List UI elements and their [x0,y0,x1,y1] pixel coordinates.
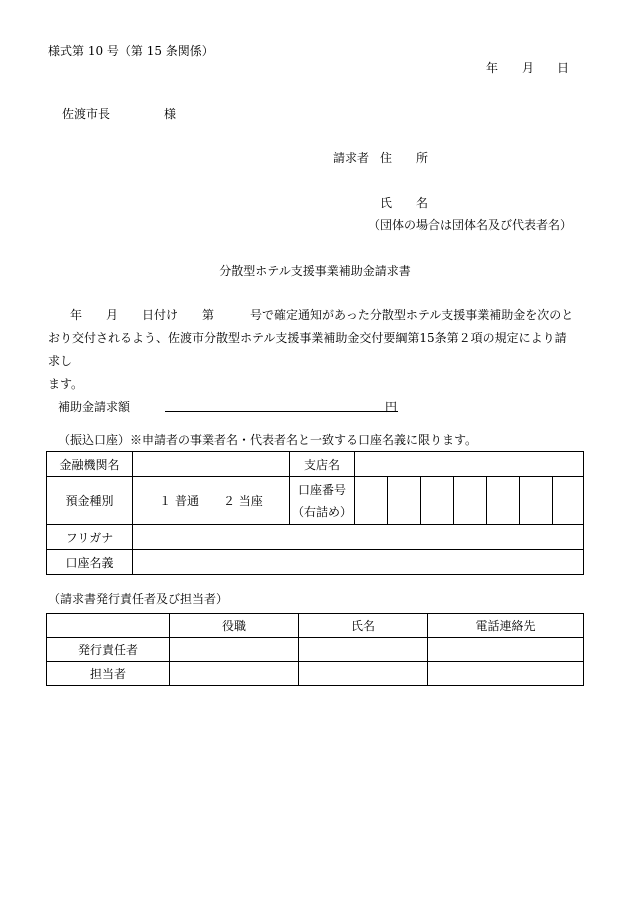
body-paragraph [48,304,578,396]
account-number-label-line1: 口座番号 [297,482,346,497]
form-number: 様式第 10 号（第 15 条関係） [48,44,214,58]
col-phone: 電話連絡先 [428,614,584,638]
deposit-type-label: 預金種別 [47,477,133,525]
furigana-label: フリガナ [47,525,133,550]
contact-position[interactable] [170,662,299,686]
account-digit-4[interactable] [454,477,487,525]
account-digit-5[interactable] [487,477,520,525]
branch-value[interactable] [355,452,584,477]
address-label: 住 所 [380,151,429,165]
issuer-position[interactable] [170,638,299,662]
form-title: 分散型ホテル支援事業補助金請求書 [219,264,411,278]
account-number-label-line2: （右詰め） [291,504,352,519]
row-issuer-label: 発行責任者 [47,638,170,662]
deposit-type-options[interactable]: １ 普通 ２ 当座 [133,477,290,525]
name-label: 氏 名 [380,196,429,210]
holder-label: 口座名義 [47,550,133,575]
issuer-name[interactable] [299,638,428,662]
addressee-city: 佐渡市長 [62,107,111,121]
row-contact-label: 担当者 [47,662,170,686]
account-digit-1[interactable] [355,477,388,525]
account-digit-3[interactable] [421,477,454,525]
amount-unit: 円 [385,400,398,414]
furigana-value[interactable] [133,525,584,550]
account-digit-6[interactable] [520,477,553,525]
body-line-1: 年 月 日付け 第 号で確定通知があった分散型ホテル支援事業補助金を次のと [70,308,574,322]
addressee-honorific: 様 [164,107,177,121]
claimant-label: 請求者 [333,151,370,165]
institution-value[interactable] [133,452,290,477]
body-line-2: おり交付されるよう、佐渡市分散型ホテル支援事業補助金交付要綱第15条第２項の規定により請求し [48,331,567,368]
responsible-heading: （請求書発行責任者及び担当者） [48,592,229,606]
date-month-label: 月 [522,61,535,75]
body-line-3: ます。 [48,377,84,391]
issuer-phone[interactable] [428,638,584,662]
col-name: 氏名 [299,614,428,638]
holder-value[interactable] [133,550,584,575]
account-digit-2[interactable] [388,477,421,525]
responsible-table [46,613,584,686]
branch-label: 支店名 [290,452,355,477]
col-position: 役職 [170,614,299,638]
amount-underline[interactable] [165,411,398,412]
date-day-label: 日 [557,61,570,75]
amount-label: 補助金請求額 [58,400,131,414]
name-note: （団体の場合は団体名及び代表者名） [368,218,573,232]
contact-name[interactable] [299,662,428,686]
institution-label: 金融機関名 [47,452,133,477]
contact-phone[interactable] [428,662,584,686]
account-digit-7[interactable] [553,477,584,525]
account-number-label [290,477,355,525]
bank-note: （振込口座）※申請者の事業者名・代表者名と一致する口座名義に限ります。 [58,433,478,447]
bank-table [46,451,584,575]
date-year-label: 年 [486,61,499,75]
responsible-corner [47,614,170,638]
